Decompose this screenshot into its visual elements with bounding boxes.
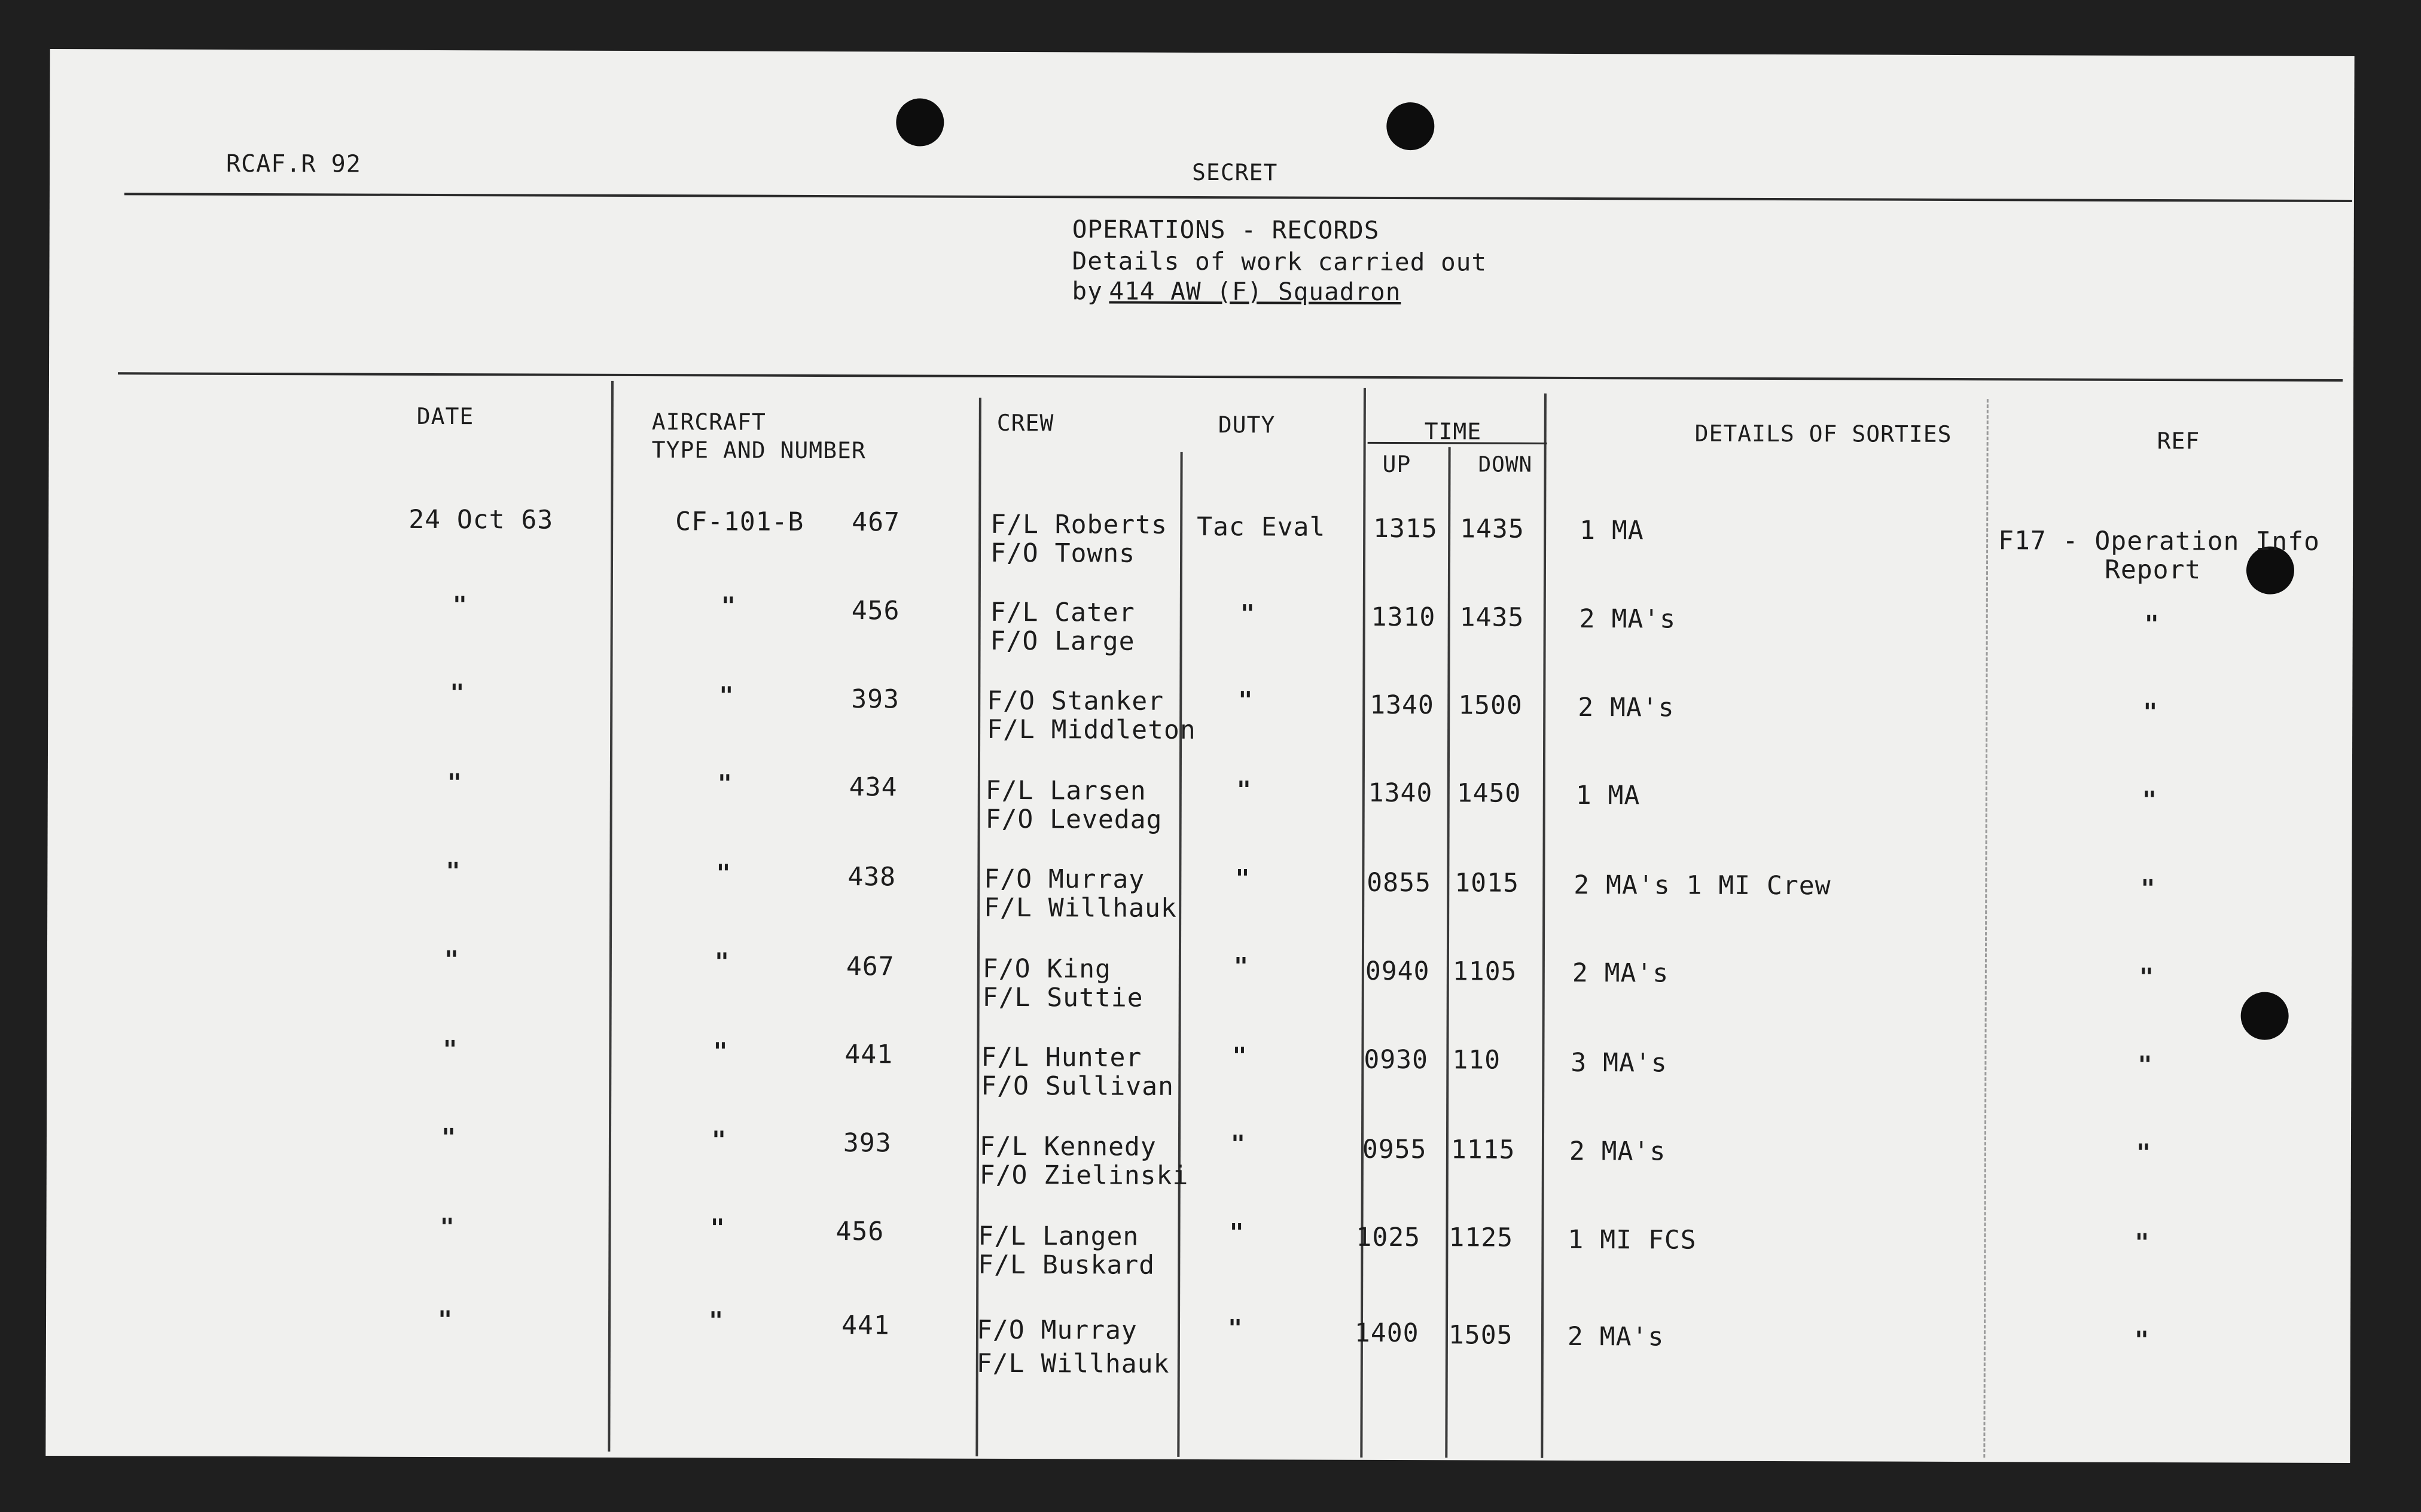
row-7-crew-2: F/O Sullivan bbox=[981, 1071, 1175, 1102]
row-1-date: 24 Oct 63 bbox=[408, 504, 554, 535]
row-4-aircraft-number: 434 bbox=[849, 772, 898, 803]
row-8-crew-1: F/L Kennedy bbox=[979, 1131, 1157, 1162]
row-5-aircraft-number: 438 bbox=[847, 862, 897, 892]
row-10-aircraft-type: " bbox=[708, 1307, 724, 1335]
row-8-ref: " bbox=[2136, 1139, 2152, 1167]
row-5-time-down: 1015 bbox=[1455, 868, 1519, 898]
row-3-date: " bbox=[450, 679, 465, 708]
col-divider-date bbox=[608, 381, 614, 1452]
row-3-ref: " bbox=[2143, 698, 2158, 727]
row-8-time-down: 1115 bbox=[1450, 1135, 1516, 1165]
top-rule bbox=[124, 193, 2352, 202]
header-duty: DUTY bbox=[1218, 411, 1276, 438]
row-3-time-down: 1500 bbox=[1458, 690, 1523, 721]
row-6-ref: " bbox=[2139, 963, 2155, 992]
title-line-2: Details of work carried out bbox=[1072, 246, 1487, 277]
form-id: RCAF.R 92 bbox=[226, 150, 361, 178]
col-divider-aircraft bbox=[975, 398, 981, 1456]
row-8-date: " bbox=[441, 1124, 457, 1152]
row-6-crew-2: F/L Suttie bbox=[982, 982, 1144, 1013]
row-4-time-down: 1450 bbox=[1456, 778, 1521, 809]
row-10-aircraft-number: 441 bbox=[841, 1310, 890, 1341]
row-7-date: " bbox=[443, 1036, 458, 1064]
row-9-time-up: 1025 bbox=[1356, 1222, 1421, 1253]
col-divider-duty bbox=[1360, 388, 1366, 1458]
row-4-duty: " bbox=[1236, 776, 1252, 804]
row-4-aircraft-type: " bbox=[717, 770, 733, 798]
row-7-details: 3 MA's bbox=[1571, 1047, 1667, 1078]
row-9-date: " bbox=[440, 1214, 455, 1242]
col-divider-details bbox=[1983, 399, 1989, 1458]
row-2-aircraft-type: " bbox=[721, 592, 736, 620]
row-3-crew-1: F/O Stanker bbox=[987, 685, 1164, 717]
row-4-ref: " bbox=[2142, 786, 2157, 815]
row-5-date: " bbox=[446, 858, 461, 886]
row-7-time-down: 110 bbox=[1452, 1045, 1501, 1075]
punch-hole-top-right bbox=[1386, 102, 1434, 150]
row-2-crew-2: F/O Large bbox=[990, 626, 1135, 657]
row-6-date: " bbox=[444, 946, 460, 974]
row-4-crew-1: F/L Larsen bbox=[985, 775, 1147, 806]
row-8-aircraft-type: " bbox=[711, 1126, 727, 1154]
header-aircraft-line-1: AIRCRAFT bbox=[651, 409, 766, 435]
punch-hole-right-lower bbox=[2241, 992, 2289, 1040]
row-5-ref: " bbox=[2141, 874, 2156, 903]
header-ref: REF bbox=[2157, 428, 2200, 455]
row-5-time-up: 0855 bbox=[1367, 867, 1431, 898]
header-date: DATE bbox=[416, 403, 474, 430]
row-6-crew-1: F/O King bbox=[982, 953, 1112, 984]
row-8-time-up: 0955 bbox=[1362, 1134, 1427, 1165]
row-2-time-down: 1435 bbox=[1459, 602, 1524, 633]
row-6-time-down: 1105 bbox=[1452, 956, 1517, 987]
classification: SECRET bbox=[1191, 158, 1278, 186]
header-aircraft-line-2: TYPE AND NUMBER bbox=[651, 437, 866, 464]
squadron-name: 414 AW (F) Squadron bbox=[1109, 276, 1401, 307]
row-3-time-up: 1340 bbox=[1370, 690, 1434, 721]
row-2-ref: " bbox=[2144, 610, 2160, 639]
row-1-details: 1 MA bbox=[1580, 515, 1644, 546]
row-1-aircraft-number: 467 bbox=[852, 507, 900, 538]
row-2-aircraft-number: 456 bbox=[851, 596, 900, 626]
row-2-details: 2 MA's bbox=[1579, 603, 1676, 635]
row-4-date: " bbox=[447, 769, 463, 797]
row-7-aircraft-type: " bbox=[713, 1038, 728, 1066]
row-2-crew-1: F/L Cater bbox=[990, 597, 1135, 628]
row-7-crew-1: F/L Hunter bbox=[981, 1042, 1142, 1073]
col-divider-up-down bbox=[1445, 447, 1450, 1458]
row-5-duty: " bbox=[1235, 865, 1251, 893]
row-8-details: 2 MA's bbox=[1569, 1136, 1666, 1167]
punch-hole-top-left bbox=[896, 98, 944, 146]
row-9-aircraft-type: " bbox=[710, 1214, 725, 1242]
title-line-1: OPERATIONS - RECORDS bbox=[1072, 215, 1380, 245]
row-10-date: " bbox=[437, 1306, 453, 1334]
row-1-time-up: 1315 bbox=[1373, 513, 1438, 544]
row-6-aircraft-number: 467 bbox=[846, 952, 895, 982]
row-10-crew-2: F/L Willhauk bbox=[976, 1348, 1170, 1379]
row-2-time-up: 1310 bbox=[1371, 602, 1436, 633]
row-2-date: " bbox=[452, 592, 468, 620]
row-2-duty: " bbox=[1240, 600, 1255, 628]
header-time: TIME bbox=[1424, 418, 1482, 445]
row-1-ref: F17 - Operation Info bbox=[1998, 526, 2320, 557]
row-10-crew-1: F/O Murray bbox=[976, 1315, 1138, 1346]
row-8-duty: " bbox=[1230, 1130, 1246, 1159]
row-7-ref: " bbox=[2138, 1051, 2153, 1080]
row-4-time-up: 1340 bbox=[1368, 778, 1433, 809]
row-4-crew-2: F/O Levedag bbox=[985, 804, 1163, 835]
row-10-duty: " bbox=[1227, 1315, 1243, 1343]
row-5-crew-1: F/O Murray bbox=[984, 864, 1145, 895]
row-5-details: 2 MA's 1 MI Crew bbox=[1574, 870, 1831, 901]
header-rule bbox=[118, 372, 2343, 382]
record-sheet bbox=[45, 49, 2354, 1463]
row-3-aircraft-type: " bbox=[719, 682, 734, 710]
col-divider-time bbox=[1541, 394, 1547, 1458]
row-10-time-up: 1400 bbox=[1354, 1318, 1419, 1349]
col-divider-crew bbox=[1177, 452, 1182, 1457]
row-7-aircraft-number: 441 bbox=[844, 1040, 894, 1070]
row-6-details: 2 MA's bbox=[1572, 958, 1669, 989]
row-9-aircraft-number: 456 bbox=[836, 1217, 885, 1247]
row-1-ref-cont: Report bbox=[2104, 554, 2202, 586]
row-9-crew-1: F/L Langen bbox=[978, 1221, 1139, 1252]
row-1-time-down: 1435 bbox=[1460, 514, 1524, 544]
row-1-crew-1: F/L Roberts bbox=[990, 509, 1168, 540]
row-9-crew-2: F/L Buskard bbox=[978, 1249, 1155, 1281]
row-5-crew-2: F/L Willhauk bbox=[984, 892, 1177, 923]
title-line-3-prefix: by bbox=[1072, 276, 1103, 306]
row-5-aircraft-type: " bbox=[716, 859, 731, 888]
row-3-aircraft-number: 393 bbox=[851, 684, 900, 715]
row-7-time-up: 0930 bbox=[1364, 1044, 1429, 1075]
row-9-ref: " bbox=[2135, 1228, 2150, 1257]
row-10-details: 2 MA's bbox=[1567, 1321, 1664, 1352]
row-8-aircraft-number: 393 bbox=[843, 1128, 892, 1159]
header-details: DETAILS OF SORTIES bbox=[1694, 420, 1952, 447]
row-9-time-down: 1125 bbox=[1449, 1223, 1514, 1253]
row-3-crew-2: F/L Middleton bbox=[987, 714, 1196, 745]
row-1-duty: Tac Eval bbox=[1197, 511, 1326, 542]
row-4-details: 1 MA bbox=[1575, 780, 1641, 811]
row-6-time-up: 0940 bbox=[1365, 956, 1430, 987]
header-crew: CREW bbox=[996, 409, 1054, 437]
row-1-aircraft-type: CF-101-B bbox=[675, 507, 804, 537]
row-6-duty: " bbox=[1233, 953, 1249, 981]
row-8-crew-2: F/O Zielinski bbox=[979, 1160, 1189, 1191]
row-10-ref: " bbox=[2134, 1326, 2150, 1354]
row-6-aircraft-type: " bbox=[714, 948, 730, 976]
row-3-details: 2 MA's bbox=[1578, 692, 1675, 723]
row-7-duty: " bbox=[1232, 1042, 1248, 1071]
header-down: DOWN bbox=[1478, 452, 1533, 477]
row-10-time-down: 1505 bbox=[1448, 1320, 1513, 1351]
row-3-duty: " bbox=[1238, 687, 1254, 715]
row-1-crew-2: F/O Towns bbox=[990, 538, 1136, 569]
row-9-duty: " bbox=[1229, 1219, 1245, 1247]
row-9-details: 1 MI FCS bbox=[1568, 1224, 1697, 1255]
header-up: UP bbox=[1382, 450, 1411, 478]
